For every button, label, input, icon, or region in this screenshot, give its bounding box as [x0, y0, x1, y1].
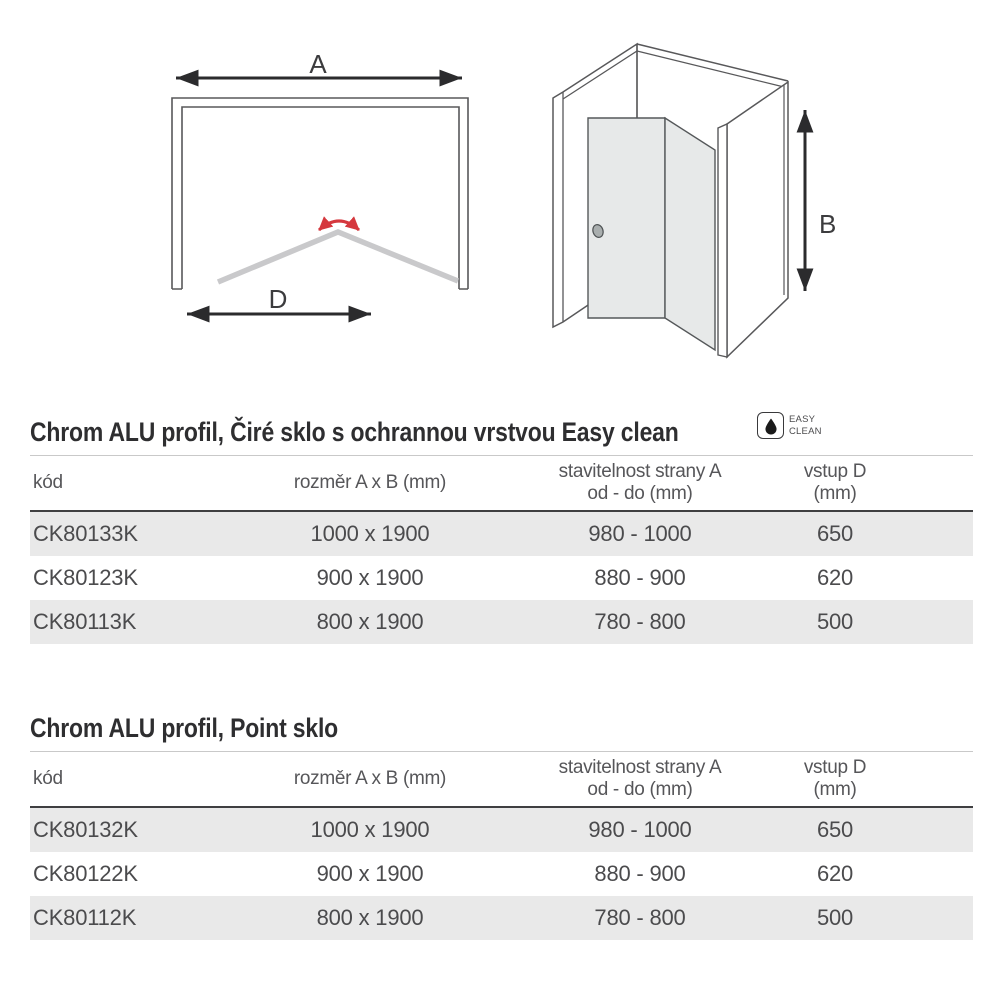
cell-rozmer: 800 x 1900 — [316, 905, 424, 930]
glass-door-folded — [665, 118, 715, 350]
section-title: Chrom ALU profil, Čiré sklo s ochrannou vrstvou Easy clean — [30, 417, 679, 447]
header-kod: kód — [30, 752, 220, 807]
header-vstup-line2: (mm) — [813, 779, 857, 800]
spec-table-cire-sklo — [30, 456, 973, 644]
folding-door-glass — [218, 232, 458, 282]
dim-a-label: A — [309, 49, 327, 79]
section-title: Chrom ALU profil, Point sklo — [30, 713, 339, 743]
header-vstup — [760, 752, 910, 807]
cell-vstup: 500 — [816, 905, 854, 930]
cell-spacer — [910, 600, 973, 644]
cell-kod: CK80133K — [33, 521, 138, 546]
cell-stavitelnost: 880 - 900 — [594, 565, 686, 590]
cell-stavitelnost: 780 - 800 — [594, 905, 686, 930]
table-row — [30, 807, 973, 852]
back-wall-top-outer — [637, 44, 788, 81]
cell-rozmer: 900 x 1900 — [316, 565, 424, 590]
header-stavitelnost-line1: stavitelnost strany A — [558, 461, 722, 483]
table-row — [30, 852, 973, 896]
cell-spacer — [910, 556, 973, 600]
right-wall-front-profile — [718, 124, 727, 357]
swing-arrow-icon — [319, 221, 359, 230]
cell-vstup: 500 — [816, 609, 854, 634]
cell-vstup: 650 — [816, 817, 854, 842]
droplet-icon — [757, 412, 784, 439]
spec-table-point-sklo — [30, 752, 973, 940]
table-row — [30, 556, 973, 600]
header-stavitelnost — [520, 456, 760, 511]
dim-b-label: B — [819, 209, 837, 239]
dim-d-label: D — [268, 284, 288, 314]
cell-spacer — [910, 852, 973, 896]
section-heading-row — [30, 706, 973, 751]
cell-kod: CK80123K — [33, 565, 138, 590]
section-cire-sklo — [30, 410, 973, 644]
header-vstup-line1: vstup D — [803, 461, 867, 483]
easy-clean-line2: CLEAN — [789, 425, 822, 437]
header-stavitelnost — [520, 752, 760, 807]
header-rozmer: rozměr A x B (mm) — [220, 752, 520, 807]
table-header-row — [30, 456, 973, 511]
cell-kod: CK80132K — [33, 817, 138, 842]
section-heading-row — [30, 410, 973, 455]
glass-door-front — [588, 118, 665, 318]
cell-rozmer: 900 x 1900 — [316, 861, 424, 886]
cell-rozmer: 800 x 1900 — [316, 609, 424, 634]
table-row — [30, 511, 973, 556]
cell-stavitelnost: 980 - 1000 — [588, 817, 692, 842]
easy-clean-badge — [757, 412, 822, 439]
header-rozmer: rozměr A x B (mm) — [220, 456, 520, 511]
cell-kod: CK80122K — [33, 861, 138, 886]
right-wall-panel — [727, 82, 788, 357]
cell-stavitelnost: 780 - 800 — [594, 609, 686, 634]
cell-spacer — [910, 896, 973, 940]
cell-kod: CK80112K — [33, 905, 137, 930]
header-vstup-line1: vstup D — [803, 757, 867, 779]
header-spacer — [910, 456, 973, 511]
header-vstup — [760, 456, 910, 511]
easy-clean-label — [789, 414, 822, 437]
cell-rozmer: 1000 x 1900 — [310, 521, 430, 546]
cell-spacer — [910, 511, 973, 556]
cell-stavitelnost: 880 - 900 — [594, 861, 686, 886]
cell-kod: CK80113K — [33, 609, 137, 634]
back-wall-top-inner — [637, 51, 784, 87]
cell-rozmer: 1000 x 1900 — [310, 817, 430, 842]
header-stavitelnost-line2: od - do (mm) — [587, 779, 693, 800]
header-kod: kód — [30, 456, 220, 511]
wall-profiles — [172, 98, 468, 289]
top-view-diagram — [155, 40, 485, 330]
cell-vstup: 620 — [816, 861, 854, 886]
table-header-row — [30, 752, 973, 807]
cell-spacer — [910, 807, 973, 852]
cell-vstup: 620 — [816, 565, 854, 590]
section-point-sklo — [30, 706, 973, 940]
header-vstup-line2: (mm) — [813, 483, 857, 504]
header-stavitelnost-line2: od - do (mm) — [587, 483, 693, 504]
easy-clean-line1: EASY — [789, 414, 816, 426]
table-row — [30, 896, 973, 940]
header-stavitelnost-line1: stavitelnost strany A — [558, 757, 722, 779]
cell-vstup: 650 — [816, 521, 854, 546]
table-row — [30, 600, 973, 644]
header-spacer — [910, 752, 973, 807]
perspective-diagram — [545, 18, 855, 366]
cell-stavitelnost: 980 - 1000 — [588, 521, 692, 546]
